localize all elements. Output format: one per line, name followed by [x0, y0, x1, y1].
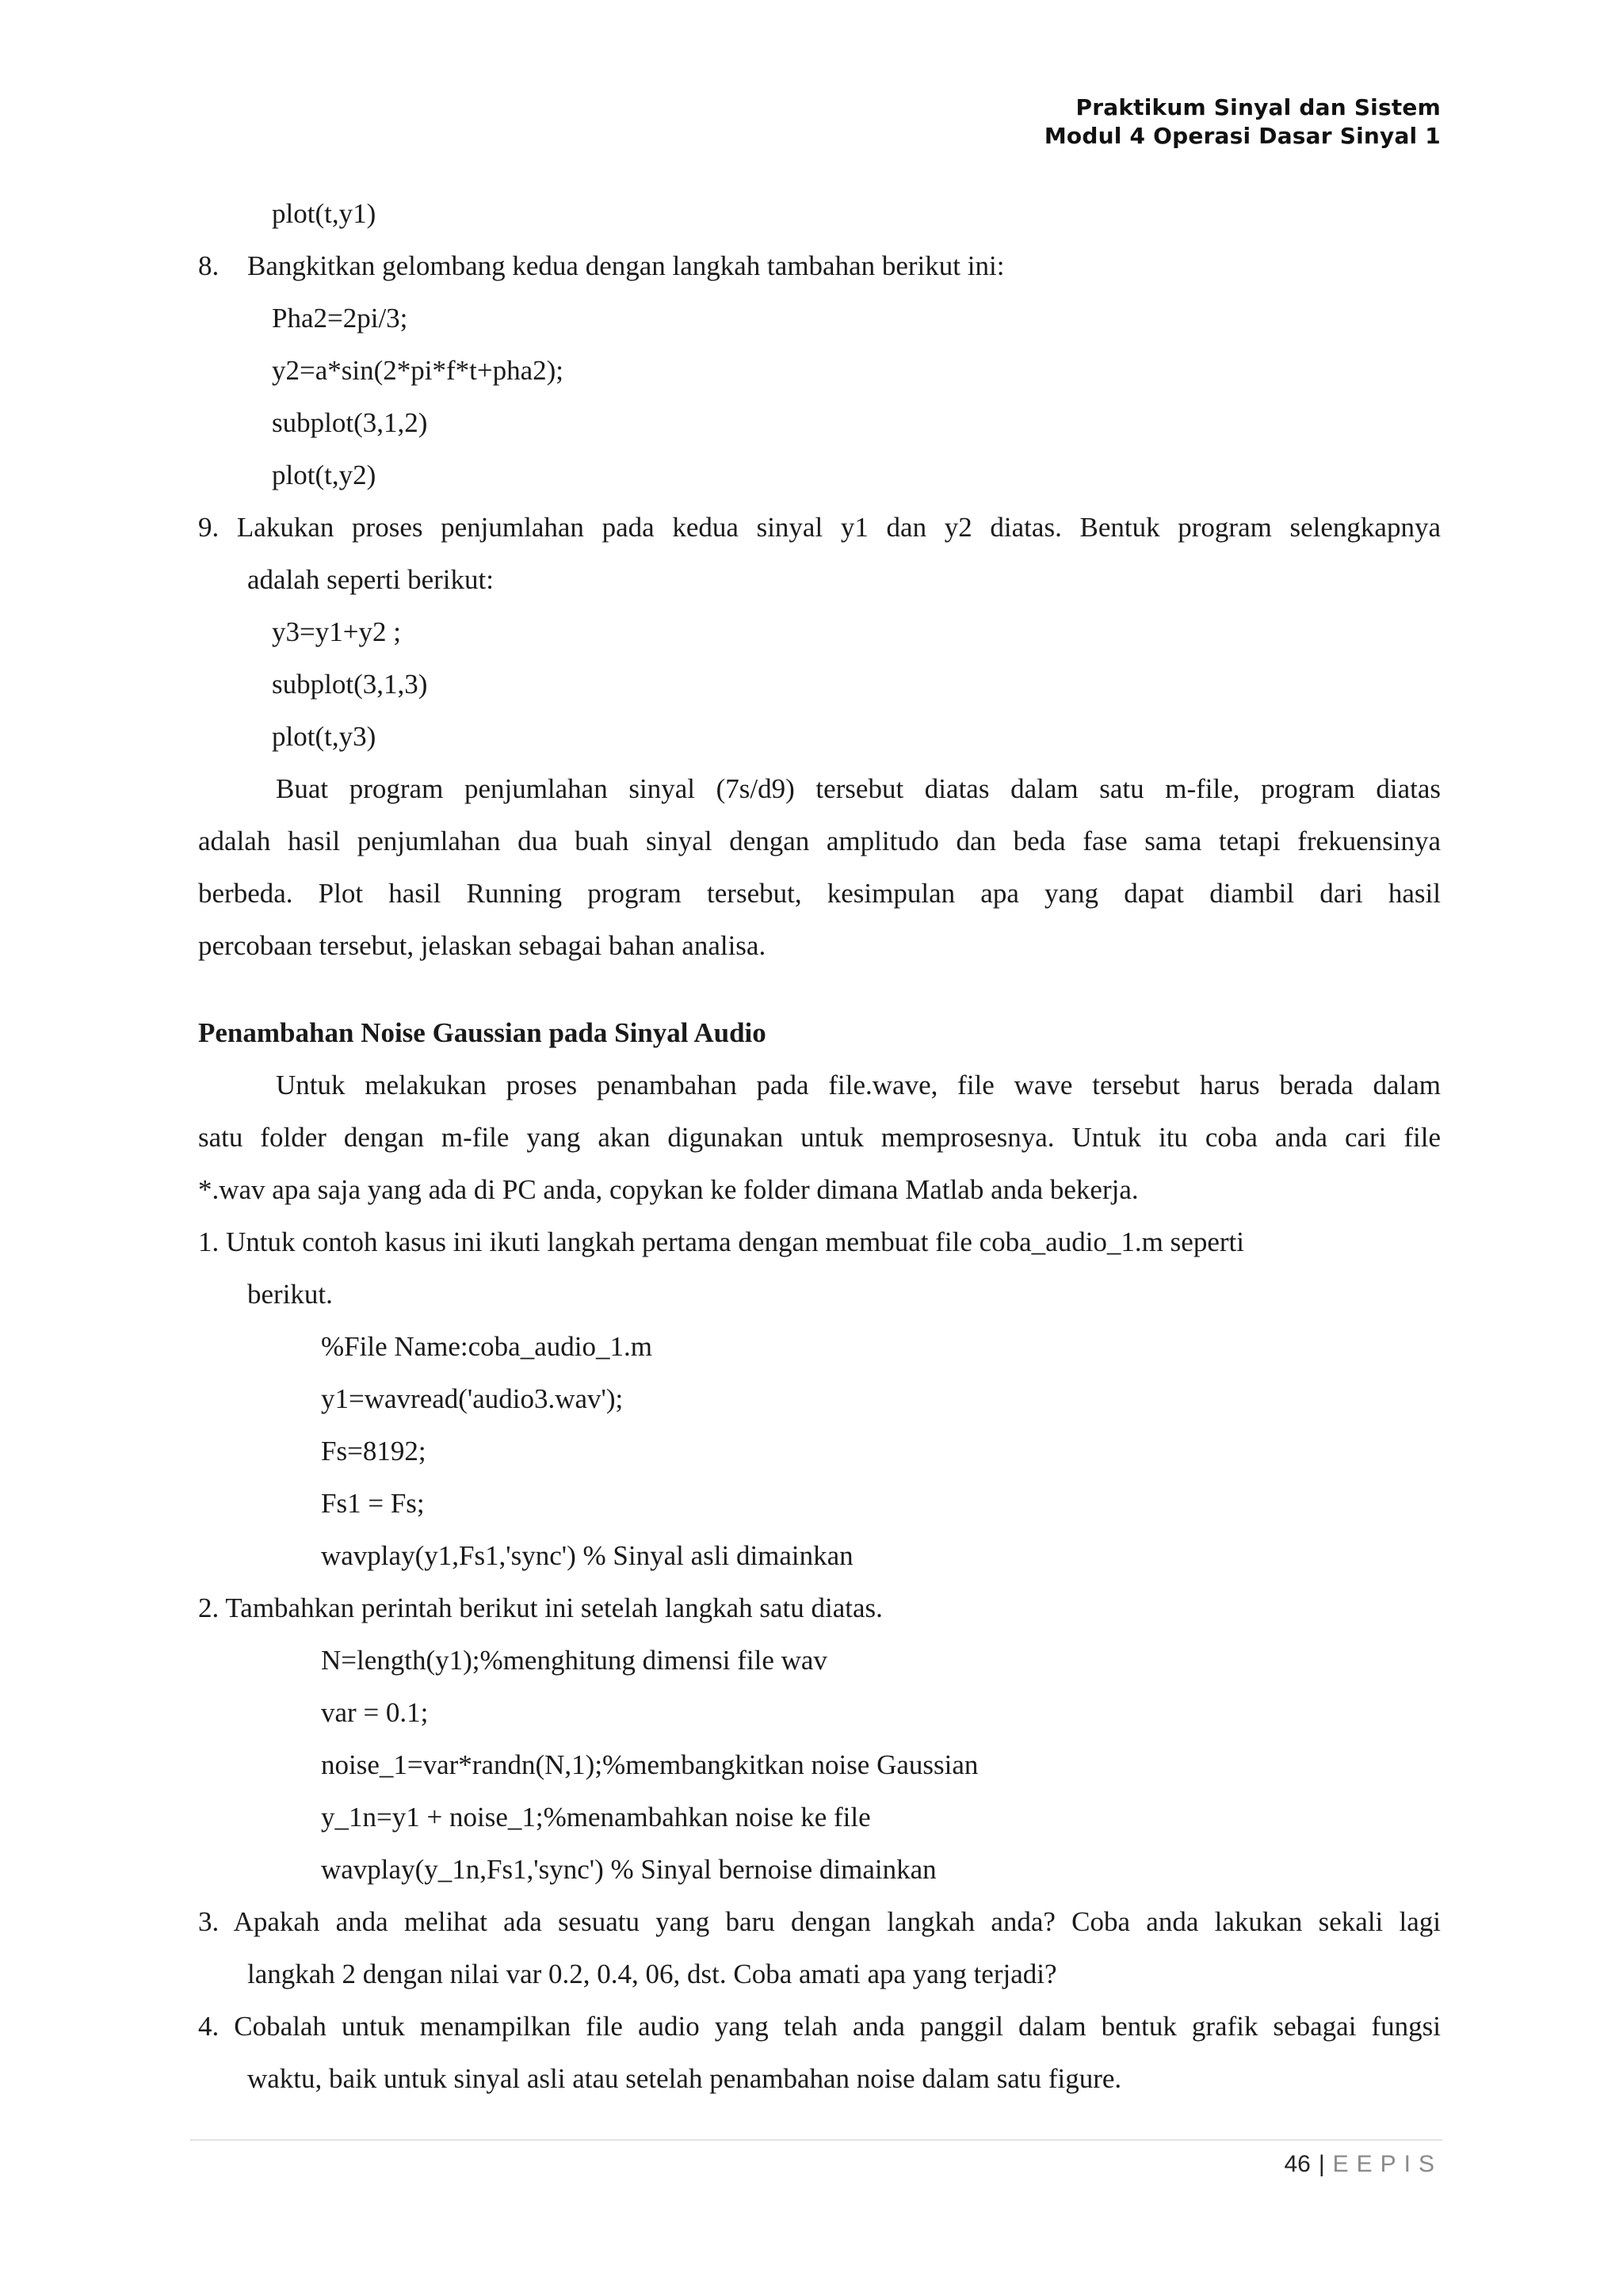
code-line: noise_1=var*randn(N,1);%membangkitkan noise Gaussian [321, 1749, 979, 1780]
paragraph-line: Untuk melakukan proses penambahan pada file.wave, file wave tersebut harus berada dalam [276, 1070, 1441, 1100]
section-heading: Penambahan Noise Gaussian pada Sinyal Audio [198, 1017, 766, 1048]
footer-brand: EEPIS [1332, 2151, 1442, 2177]
list-item-text: adalah seperti berikut: [247, 564, 494, 595]
code-line: y2=a*sin(2*pi*f*t+pha2); [272, 355, 564, 386]
list-item-text: 4. Cobalah untuk menampilkan file audio yang telah anda panggil dalam bentuk grafik sebagai fungsi [198, 2011, 1441, 2042]
list-item-text: 3. Apakah anda melihat ada sesuatu yang baru dengan langkah anda? Coba anda lakukan sekali lagi [198, 1906, 1441, 1937]
code-line: wavplay(y_1n,Fs1,'sync') % Sinyal bernoise dimainkan [321, 1854, 937, 1885]
paragraph-line: percobaan tersebut, jelaskan sebagai bahan analisa. [198, 930, 766, 961]
list-item-text: 2. Tambahkan perintah berikut ini setelah langkah satu diatas. [198, 1592, 883, 1623]
code-line: y3=y1+y2 ; [272, 616, 401, 647]
code-line: Pha2=2pi/3; [272, 303, 408, 334]
code-line: plot(t,y2) [272, 460, 376, 490]
code-line: Fs=8192; [321, 1436, 426, 1466]
paragraph-line: *.wav apa saja yang ada di PC anda, copykan ke folder dimana Matlab anda bekerja. [198, 1174, 1139, 1205]
code-line: y1=wavread('audio3.wav'); [321, 1383, 624, 1414]
paragraph-line: adalah hasil penjumlahan dua buah sinyal dengan amplitudo dan beda fase sama tetapi frekuensinya [198, 826, 1441, 856]
list-item-text: Bangkitkan gelombang kedua dengan langkah tambahan berikut ini: [247, 250, 1005, 281]
list-number: 8. [198, 250, 220, 281]
list-item-text: langkah 2 dengan nilai var 0.2, 0.4, 06, dst. Coba amati apa yang terjadi? [247, 1958, 1057, 1989]
list-item-text: 1. Untuk contoh kasus ini ikuti langkah pertama dengan membuat file coba_audio_1.m seperti [198, 1226, 1244, 1257]
code-line: subplot(3,1,2) [272, 407, 428, 438]
code-line: var = 0.1; [321, 1697, 429, 1728]
footer-separator: | [1318, 2151, 1325, 2177]
code-line: %File Name:coba_audio_1.m [321, 1331, 652, 1362]
code-line: Fs1 = Fs; [321, 1488, 425, 1519]
header-module-title: Modul 4 Operasi Dasar Sinyal 1 [1044, 123, 1441, 149]
paragraph-line: berbeda. Plot hasil Running program tersebut, kesimpulan apa yang dapat diambil dari hasil [198, 878, 1441, 909]
list-item-text: waktu, baik untuk sinyal asli atau setelah penambahan noise dalam satu figure. [247, 2063, 1122, 2094]
code-line: plot(t,y1) [272, 198, 376, 229]
paragraph-line: satu folder dengan m-file yang akan digunakan untuk memprosesnya. Untuk itu coba anda cari file [198, 1122, 1441, 1153]
code-line: y_1n=y1 + noise_1;%menambahkan noise ke file [321, 1802, 871, 1833]
footer-divider [190, 2139, 1442, 2141]
page-number: 46 [1284, 2151, 1311, 2177]
page-footer [1284, 2149, 1442, 2180]
code-line: wavplay(y1,Fs1,'sync') % Sinyal asli dimainkan [321, 1540, 854, 1571]
list-item-text: 9. Lakukan proses penjumlahan pada kedua sinyal y1 dan y2 diatas. Bentuk program selengkapnya [198, 512, 1441, 543]
code-line: N=length(y1);%menghitung dimensi file wav [321, 1645, 827, 1676]
code-line: subplot(3,1,3) [272, 669, 428, 700]
page-header [1044, 93, 1441, 151]
header-course-title: Praktikum Sinyal dan Sistem [1075, 94, 1441, 120]
paragraph-line: Buat program penjumlahan sinyal (7s/d9) tersebut diatas dalam satu m-file, program diatas [276, 773, 1441, 804]
list-item-text: berikut. [247, 1279, 333, 1310]
code-line: plot(t,y3) [272, 721, 376, 752]
